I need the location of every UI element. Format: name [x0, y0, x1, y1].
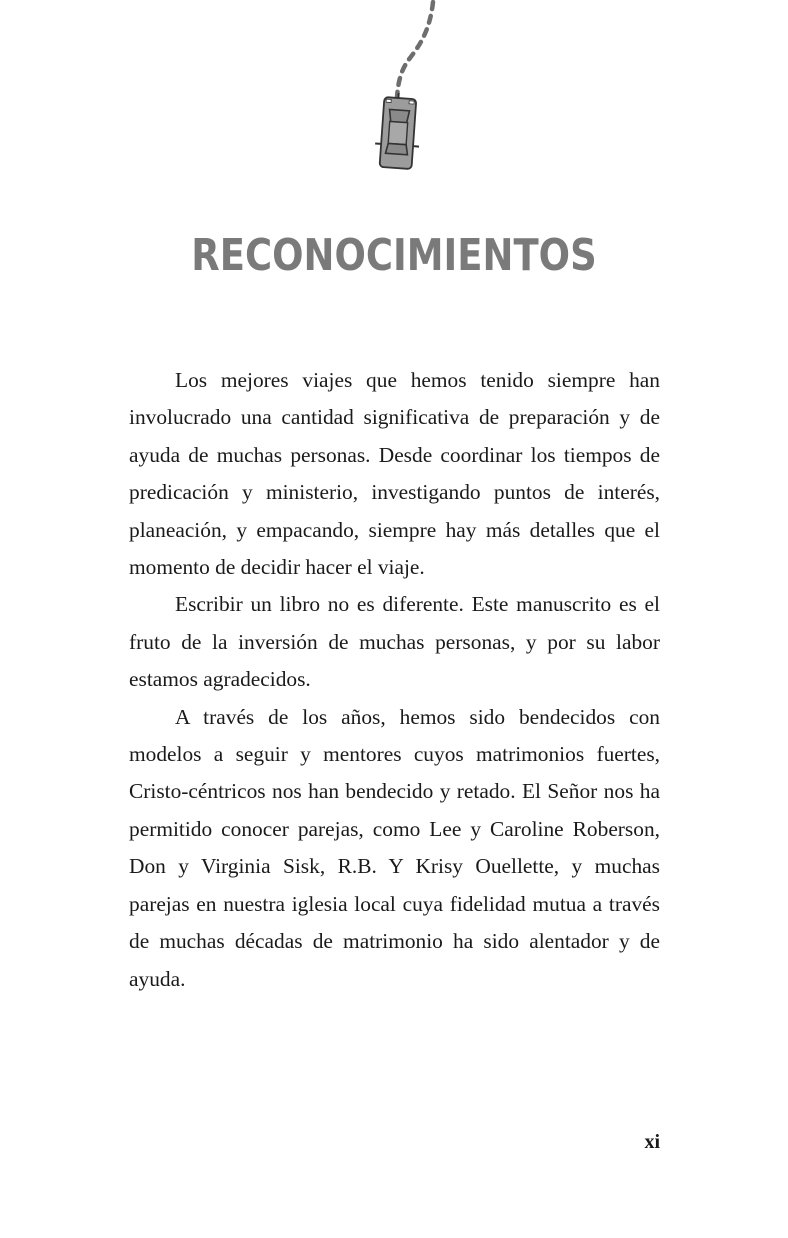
page-number: xi	[644, 1131, 660, 1153]
car-with-dashed-path-icon	[360, 0, 460, 180]
car-path-illustration	[360, 0, 460, 180]
page-title: RECONOCIMIENTOS	[191, 230, 597, 281]
paragraph: Los mejores viajes que hemos tenido siempre han involucrado una cantidad significativa de preparación y de ayuda de muchas personas. Desde coordinar los tiempos de predicación y ministerio, investigando puntos de interés, planeación, y empacando, siempre hay más detalles que el momento de decidir hacer el viaje.	[129, 368, 660, 580]
car-icon	[374, 92, 423, 170]
body-text	[129, 362, 660, 998]
paragraph: Escribir un libro no es diferente. Este manuscrito es el fruto de la inversión de muchas personas, y por su labor estamos agradecidos.	[129, 592, 660, 692]
paragraph: A través de los años, hemos sido bendecidos con modelos a seguir y mentores cuyos matrimonios fuertes, Cristo-céntricos nos han bendecido y retado. El Señor nos ha permitido conocer parejas, como Lee y Caroline Roberson, Don y Virginia Sisk, R.B. Y Krisy Ouellette, y muchas parejas en nuestra iglesia local cuya fidelidad mutua a través de muchas décadas de matrimonio ha sido alentador y de ayuda.	[129, 704, 660, 991]
